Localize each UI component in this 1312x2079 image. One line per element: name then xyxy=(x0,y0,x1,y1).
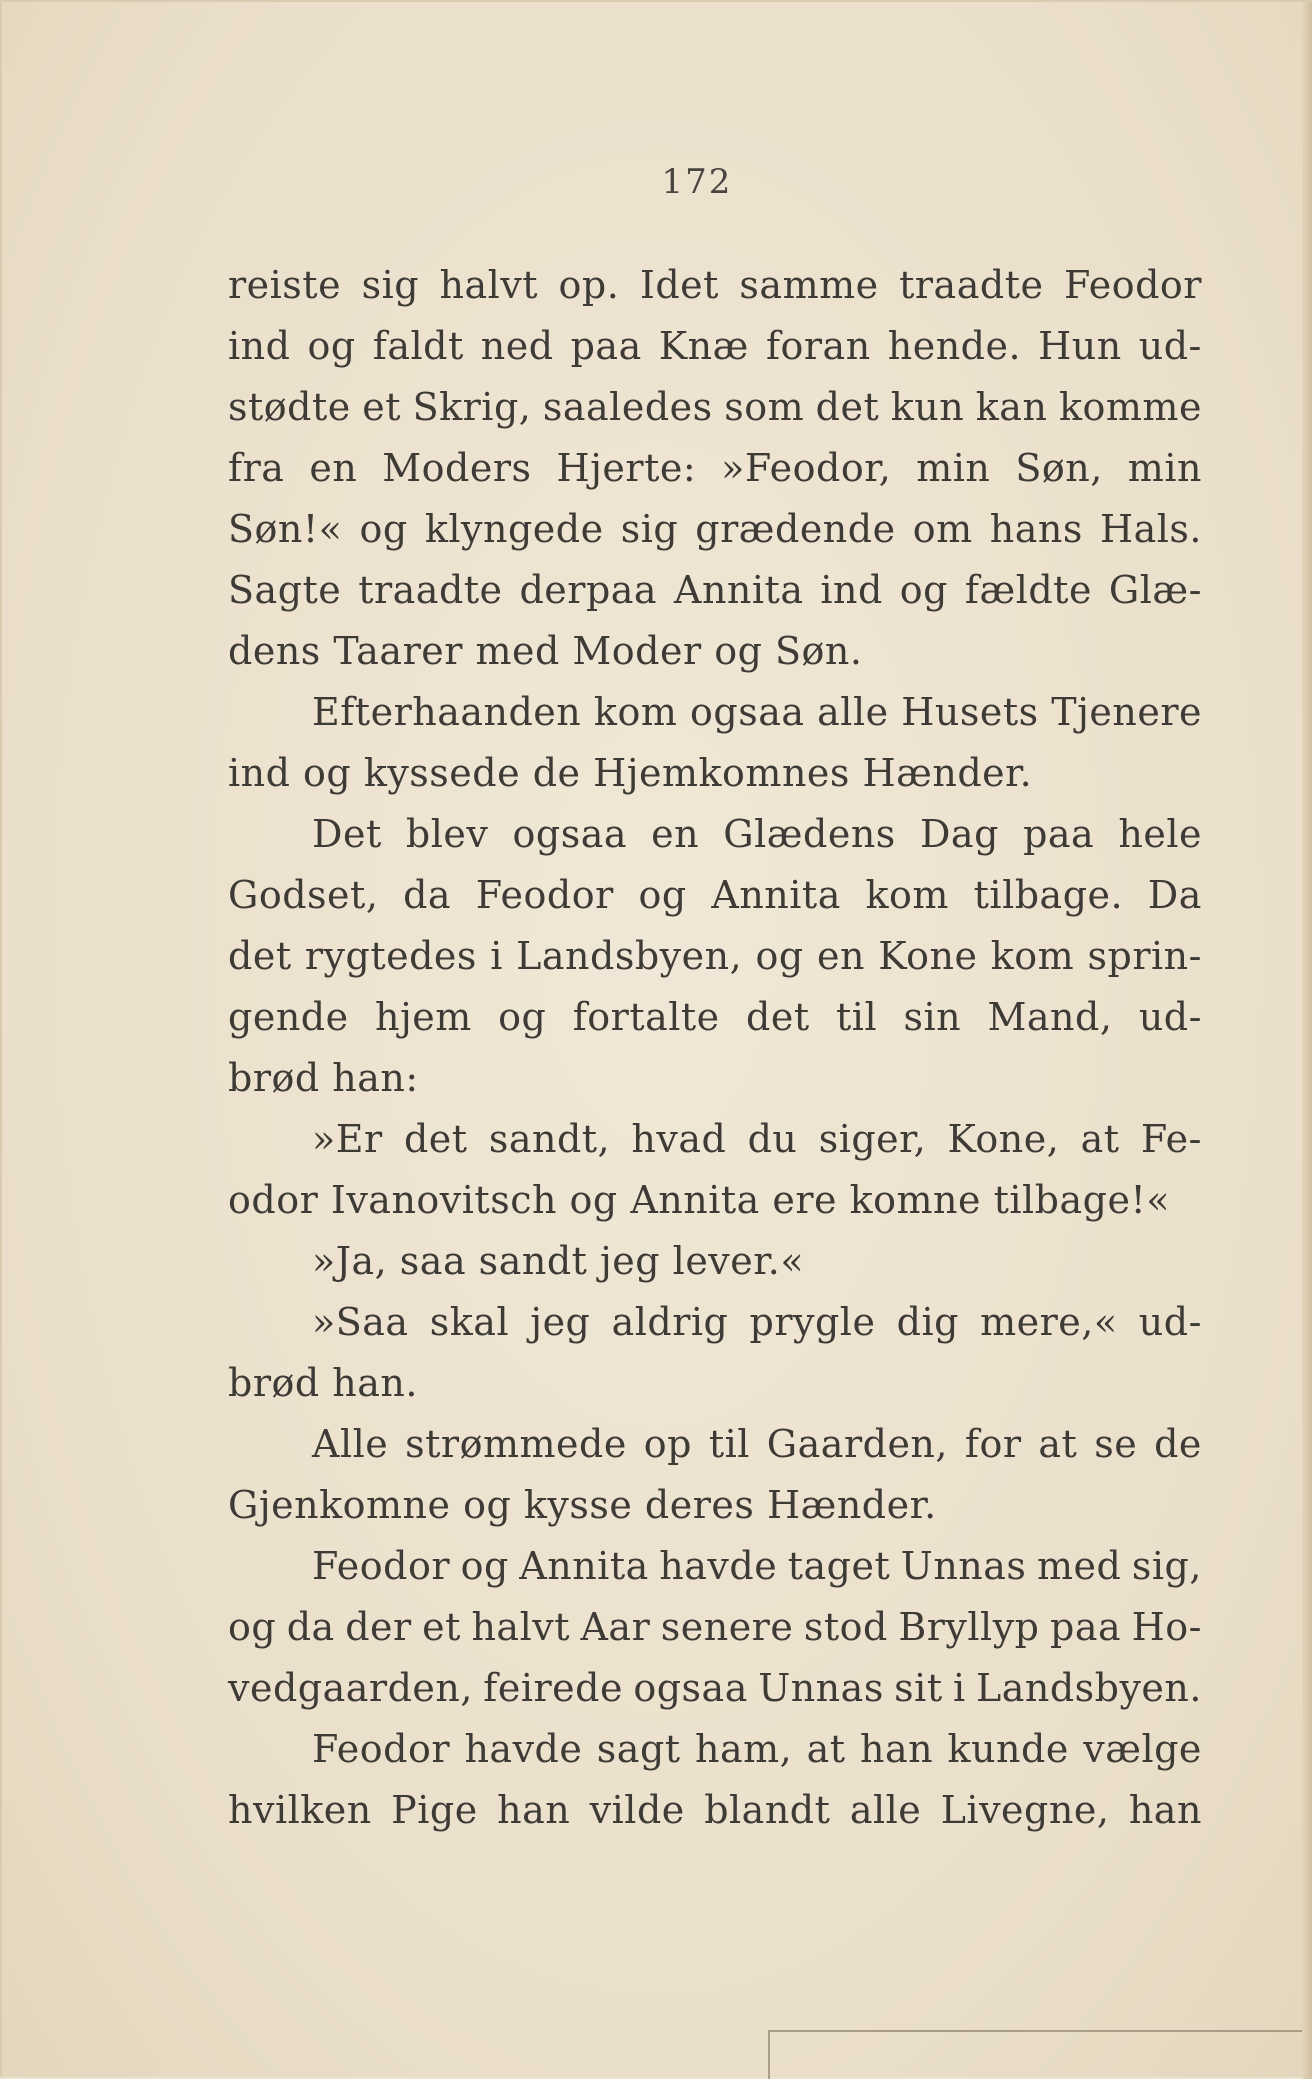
text-line xyxy=(228,438,1202,499)
word: derpaa xyxy=(519,568,658,612)
text-line: Gjenkomne og kysse deres Hænder. xyxy=(228,1483,937,1527)
word: ind xyxy=(820,568,883,612)
word: Feodor xyxy=(312,1727,451,1771)
word: feirede xyxy=(483,1666,623,1710)
text-line xyxy=(228,1536,1202,1597)
word: min xyxy=(916,446,991,490)
word: Fe- xyxy=(1140,1117,1202,1161)
bottom-rule xyxy=(770,2030,1312,2032)
word: paa xyxy=(570,324,642,368)
word: ned xyxy=(480,324,554,368)
word: en xyxy=(651,812,700,856)
text-line xyxy=(228,316,1202,377)
text-line xyxy=(228,499,1202,560)
word: fra xyxy=(228,446,285,490)
word: og xyxy=(638,873,687,917)
word: og xyxy=(460,1544,509,1588)
word: i xyxy=(952,1666,966,1710)
word: Sagte xyxy=(228,568,342,612)
word: alle xyxy=(849,1788,922,1832)
word: at xyxy=(1038,1422,1078,1466)
word: blev xyxy=(405,812,489,856)
word: sig xyxy=(361,263,420,307)
word: reiste xyxy=(228,263,342,307)
word: ud- xyxy=(1138,995,1202,1039)
text-line xyxy=(228,1780,1202,1841)
word: det xyxy=(815,385,880,429)
word: komme xyxy=(1058,385,1202,429)
word: om xyxy=(912,507,973,551)
text-line xyxy=(228,1597,1202,1658)
word: Alle xyxy=(312,1422,389,1466)
word: op. xyxy=(558,263,620,307)
word: skal xyxy=(429,1300,510,1344)
word: op xyxy=(643,1422,692,1466)
word: ogsaa xyxy=(690,690,805,734)
word: hjem xyxy=(374,995,472,1039)
word: Unnas xyxy=(758,1666,884,1710)
word: ud- xyxy=(1138,324,1202,368)
word: kom xyxy=(593,690,678,734)
word: Hjerte: xyxy=(556,446,697,490)
word: Mand, xyxy=(987,995,1113,1039)
word: Bryllyp xyxy=(898,1605,1040,1649)
word: »Feodor, xyxy=(721,446,892,490)
word: foran xyxy=(765,324,871,368)
word: en xyxy=(309,446,358,490)
word: Glædens xyxy=(723,812,896,856)
word: havde xyxy=(464,1727,583,1771)
word: traadte xyxy=(899,263,1044,307)
word: »Saa xyxy=(312,1300,409,1344)
bottom-tick xyxy=(768,2030,770,2079)
text-line xyxy=(228,804,1202,865)
word: det xyxy=(403,1117,468,1161)
word: ind xyxy=(228,324,291,368)
word: et xyxy=(362,385,402,429)
word: Tjenere xyxy=(1051,690,1202,734)
word: da xyxy=(286,1605,335,1649)
word: han xyxy=(1128,1788,1202,1832)
text-line: dens Taarer med Moder og Søn. xyxy=(228,629,863,673)
word: Feodor xyxy=(475,873,614,917)
word: halvt xyxy=(471,1605,570,1649)
text-line xyxy=(228,1414,1202,1475)
word: faldt xyxy=(372,324,464,368)
word: ogsaa xyxy=(633,1666,748,1710)
word: Efterhaanden xyxy=(312,690,582,734)
word: hvilken xyxy=(228,1788,372,1832)
word: stod xyxy=(803,1605,888,1649)
text-line xyxy=(228,926,1202,987)
word: saaledes xyxy=(542,385,713,429)
word: sagt xyxy=(596,1727,681,1771)
word: Søn, xyxy=(1015,446,1103,490)
word: ud- xyxy=(1138,1300,1202,1344)
word: klyngede xyxy=(424,507,604,551)
word: tilbage. xyxy=(973,873,1124,917)
text-line: brød han: xyxy=(228,1056,419,1100)
word: og xyxy=(899,568,948,612)
word: jeg xyxy=(530,1300,591,1344)
page-edge xyxy=(1302,2,1312,2079)
word: Gaarden, xyxy=(766,1422,948,1466)
word: gende xyxy=(228,995,349,1039)
word: i xyxy=(490,934,503,978)
word: Dag xyxy=(919,812,999,856)
word: vedgaarden, xyxy=(228,1666,473,1710)
word: alle xyxy=(817,690,889,734)
word: Pige xyxy=(391,1788,478,1832)
text-line xyxy=(228,987,1202,1048)
body-text xyxy=(228,255,1202,1841)
word: Hals. xyxy=(1099,507,1202,551)
word: »Er xyxy=(312,1117,383,1161)
word: blandt xyxy=(704,1788,831,1832)
word: for xyxy=(964,1422,1022,1466)
word: med xyxy=(1036,1544,1122,1588)
word: Søn!« xyxy=(228,507,343,551)
word: havde xyxy=(659,1544,778,1588)
word: Glæ- xyxy=(1108,568,1202,612)
text-line: brød han. xyxy=(228,1361,418,1405)
word: hans xyxy=(989,507,1083,551)
word: Landsbyen, xyxy=(516,934,743,978)
word: og xyxy=(498,995,547,1039)
word: det xyxy=(746,995,810,1039)
word: han xyxy=(497,1788,571,1832)
text-line: »Ja, saa sandt jeg lever.« xyxy=(312,1239,805,1283)
word: samme xyxy=(739,263,879,307)
word: vilde xyxy=(589,1788,685,1832)
word: Ho- xyxy=(1131,1605,1202,1649)
word: sig xyxy=(620,507,679,551)
word: Hun xyxy=(1038,324,1122,368)
text-line xyxy=(228,1292,1202,1353)
word: ogsaa xyxy=(512,812,627,856)
text-line xyxy=(228,1719,1202,1780)
word: taget xyxy=(787,1544,891,1588)
word: vælge xyxy=(1083,1727,1202,1771)
word: grædende xyxy=(695,507,896,551)
word: til xyxy=(708,1422,750,1466)
word: Unnas xyxy=(900,1544,1027,1588)
word: Feodor xyxy=(1063,263,1202,307)
word: Feodor xyxy=(312,1544,451,1588)
word: Idet xyxy=(639,263,719,307)
word: et xyxy=(422,1605,461,1649)
text-line xyxy=(228,560,1202,621)
text-line: ind og kyssede de Hjemkomnes Hænder. xyxy=(228,751,1033,795)
word: og xyxy=(359,507,408,551)
word: Annita xyxy=(674,568,804,612)
word: sprin- xyxy=(1087,934,1202,978)
word: til xyxy=(836,995,878,1039)
word: Annita xyxy=(519,1544,649,1588)
word: han xyxy=(860,1727,934,1771)
text-line xyxy=(228,682,1202,743)
word: som xyxy=(724,385,805,429)
word: kun xyxy=(890,385,965,429)
word: mere,« xyxy=(980,1300,1118,1344)
word: fældte xyxy=(964,568,1092,612)
word: Da xyxy=(1147,873,1202,917)
word: strømmede xyxy=(405,1422,627,1466)
text-line xyxy=(228,377,1202,438)
text-line xyxy=(228,1109,1202,1170)
word: se xyxy=(1094,1422,1138,1466)
word: Landsbyen. xyxy=(975,1666,1202,1710)
word: fortalte xyxy=(572,995,720,1039)
word: at xyxy=(806,1727,846,1771)
word: ham, xyxy=(694,1727,793,1771)
page-number: 172 xyxy=(661,162,733,202)
word: stødte xyxy=(228,385,351,429)
word: Kone xyxy=(878,934,978,978)
word: de xyxy=(1154,1422,1202,1466)
word: kan xyxy=(975,385,1048,429)
word: Husets xyxy=(901,690,1039,734)
word: det xyxy=(228,934,292,978)
word: senere xyxy=(660,1605,794,1649)
word: siger, xyxy=(818,1117,927,1161)
word: Kone, xyxy=(947,1117,1060,1161)
word: kunde xyxy=(947,1727,1069,1771)
word: hele xyxy=(1118,812,1202,856)
text-line: odor Ivanovitsch og Annita ere komne tilbage!« xyxy=(228,1178,1170,1222)
word: hvad xyxy=(631,1117,727,1161)
word: paa xyxy=(1050,1605,1122,1649)
word: der xyxy=(345,1605,412,1649)
word: Skrig, xyxy=(412,385,532,429)
word: hende. xyxy=(887,324,1022,368)
word: Aar xyxy=(580,1605,651,1649)
word: dig xyxy=(896,1300,959,1344)
word: og xyxy=(307,324,356,368)
word: du xyxy=(747,1117,798,1161)
word: sig, xyxy=(1131,1544,1202,1588)
word: prygle xyxy=(749,1300,876,1344)
word: min xyxy=(1127,446,1202,490)
text-line xyxy=(228,255,1202,316)
word: og xyxy=(228,1605,277,1649)
word: at xyxy=(1080,1117,1120,1161)
word: og xyxy=(755,934,804,978)
text-line xyxy=(228,1658,1202,1719)
word: traadte xyxy=(358,568,503,612)
word: sit xyxy=(894,1666,943,1710)
word: kom xyxy=(865,873,949,917)
word: aldrig xyxy=(611,1300,729,1344)
word: kom xyxy=(990,934,1075,978)
word: Annita xyxy=(711,873,841,917)
word: Godset, xyxy=(228,873,379,917)
word: halvt xyxy=(439,263,539,307)
word: Moders xyxy=(382,446,532,490)
word: da xyxy=(403,873,452,917)
word: paa xyxy=(1023,812,1095,856)
word: Det xyxy=(312,812,382,856)
word: sandt, xyxy=(488,1117,611,1161)
text-line xyxy=(228,865,1202,926)
word: sin xyxy=(903,995,962,1039)
word: rygtedes xyxy=(304,934,477,978)
word: Livegne, xyxy=(940,1788,1110,1832)
word: Knæ xyxy=(658,324,749,368)
word: en xyxy=(817,934,865,978)
